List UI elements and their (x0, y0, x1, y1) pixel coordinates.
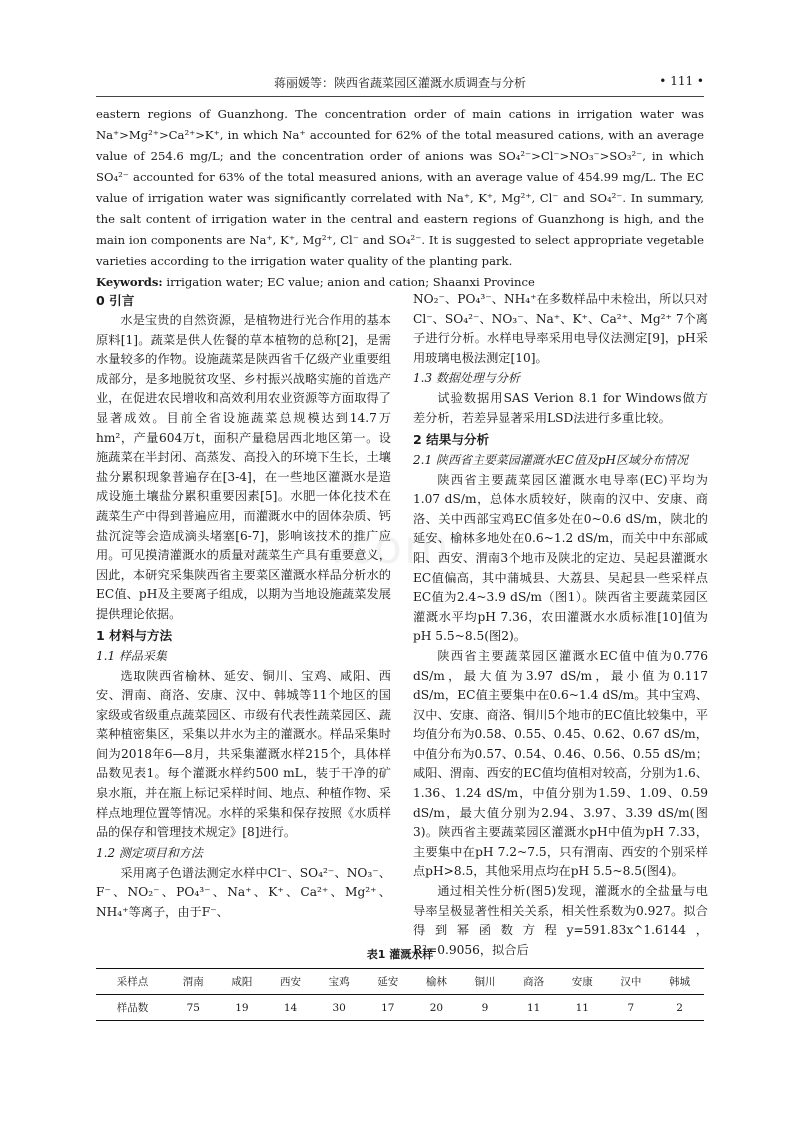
table-header-cell: 韩城 (669, 976, 691, 988)
table-header-cell: 渭南 (182, 976, 204, 988)
heading-measurement: 1.2 测定项目和方法 (96, 845, 203, 860)
table-header-cell: 安康 (571, 976, 593, 988)
left-column (96, 290, 391, 923)
table-header-cell: 采样点 (116, 976, 149, 988)
header-rule (96, 96, 704, 97)
table-header-cell: 延安 (377, 976, 399, 988)
table-header-cell: 铜川 (474, 976, 496, 988)
paragraph-data-processing: 试验数据用SAS Verion 8.1 for Windows做方差分析，若差异显著采用LSD法进行多重比较。 (413, 391, 708, 425)
samples-table (96, 968, 704, 1021)
table-cell: 75 (186, 1001, 200, 1014)
abstract-paragraph: eastern regions of Guanzhong. The concentration order of main cations in irrigation water was Na⁺>Mg²⁺>Ca²⁺>K⁺, in which Na⁺ accounted for 62% of the total measured cations, with an average value of 254.6 mg/L; and the concentration order of anions was SO₄²⁻>Cl⁻>NO₃⁻>SO₃²⁻, in which SO₄²⁻ accounted for 63% of the total measured anions, with an average value of 454.99 mg/L. The EC value of irrigation water was significantly correlated with Na⁺, K⁺, Mg²⁺, Cl⁻ and SO₄²⁻. In summary, the salt content of irrigation water in the central and eastern regions of Guanzhong is high, and the main ion components are Na⁺, K⁺, Mg²⁺, Cl⁻ and SO₄²⁻. It is suggested to select appropriate vegetable varieties according to the irrigation water quality of the planting park. (96, 107, 704, 268)
table-header-cell: 汉中 (620, 976, 642, 988)
paragraph-ec-2: 陕西省主要蔬菜园区灌溉水EC值中值为0.776 dS/m，最大值为3.97 dS/m，最小值为0.117 dS/m，EC值主要集中在0.6~1.4 dS/m。其中宝鸡、汉中、安康、商洛、铜川5个地市的EC值比较集中，平均值分布为0.58、0.55、0.45、0.62、0.67 dS/m，中值分布为0.57、0.54、0.46、0.56、0.55 dS/m；咸阳、渭南、西安的EC值均值相对较高，分别为1.6、1.36、1.24 dS/m，中值分别为1.59、1.09、0.59 dS/m，最大值分别为2.94、3.97、3.39 dS/m(图3)。陕西省主要蔬菜园区灌溉水pH中值为pH 7.33，主要集中在pH 7.2~7.5，只有渭南、西安的个别采样点pH>8.5，其他采用点均在pH 5.5~8.5(图4)。 (413, 648, 708, 879)
paragraph-measurement-cont: NO₂⁻、PO₄³⁻、NH₄⁺在多数样品中未检出，所以只对Cl⁻、SO₄²⁻、NO₃⁻、Na⁺、K⁺、Ca²⁺、Mg²⁺ 7个离子进行分析。水样电导率采用电导仪法测定[9]，pH采用玻璃电极法测定[10]。 (413, 292, 708, 365)
table-row-label: 样品数 (116, 1002, 149, 1014)
heading-data-processing: 1.3 数据处理与分析 (413, 371, 520, 386)
table-header-cell: 咸阳 (231, 976, 253, 988)
table-header-cell: 西安 (280, 976, 302, 988)
keywords-text: irrigation water; EC value; anion and cation; Shaanxi Province (166, 275, 535, 289)
table-header-cell: 宝鸡 (328, 976, 350, 988)
right-column (413, 290, 708, 960)
watermark: .com (330, 520, 451, 574)
paragraph-measurement: 采用离子色谱法测定水样中Cl⁻、SO₄²⁻、NO₃⁻、F⁻、NO₂⁻、PO₄³⁻、Na⁺、K⁺、Ca²⁺、Mg²⁺、NH₄⁺等离子，由于F⁻、 (96, 865, 391, 920)
table-cell: 30 (332, 1001, 346, 1014)
table-cell: 2 (676, 1001, 683, 1014)
table-cell: 17 (381, 1001, 395, 1014)
heading-ec-ph: 2.1 陕西省主要菜园灌溉水EC值及pH区域分布情况 (413, 452, 688, 467)
table-caption: 表1 灌溉水样 (366, 948, 434, 961)
running-header (96, 74, 704, 94)
table-header-row (96, 969, 704, 995)
keywords-label: Keywords: (96, 275, 163, 289)
heading-results: 2 结果与分析 (413, 431, 490, 447)
table-header-cell: 商洛 (523, 976, 545, 988)
table-cell: 9 (481, 1001, 489, 1014)
table-cell: 20 (429, 1001, 444, 1014)
table-cell: 14 (283, 1001, 298, 1014)
heading-materials-methods: 1 材料与方法 (96, 627, 173, 643)
abstract-block (96, 104, 704, 293)
paragraph-ec-1: 陕西省主要蔬菜园区灌溉水电导率(EC)平均为1.07 dS/m，总体水质较好，陕南的汉中、安康、商洛、关中西部宝鸡EC值多处在0~0.6 dS/m，陕北的延安、榆林多地处在0.6~1.2 dS/m，而关中中东部咸阳、西安、渭南3个地市及陕北的定边、吴起县灌溉水EC值偏高，其中蒲城县、大荔县、吴起县一些采样点EC值为2.4~3.9 dS/m（图1）。陕西省主要蔬菜园区灌溉水平均pH 7.36，农田灌溉水水质标准[10]值为pH 5.5~8.5(图2)。 (413, 472, 708, 644)
table-cell: 19 (235, 1001, 249, 1014)
table-cell: 11 (575, 1001, 589, 1014)
table-cell: 11 (526, 1001, 541, 1014)
table-row (96, 995, 704, 1021)
running-title: 蒋丽媛等：陕西省蔬菜园区灌溉水质调查与分析 (273, 76, 526, 90)
heading-sampling: 1.1 样品采集 (96, 648, 167, 663)
heading-introduction: 0 引言 (96, 293, 135, 308)
paragraph-correlation: 通过相关性分析(图5)发现，灌溉水的全盐量与电导率呈极显著性相关关系，相关性系数为0.927。拟合得到幂函数方程y=591.83x^1.6144，R²=0.9056，拟合后 (413, 884, 708, 957)
table-cell: 7 (627, 1001, 635, 1014)
paragraph-sampling: 选取陕西省榆林、延安、铜川、宝鸡、咸阳、西安、渭南、商洛、安康、汉中、韩城等11个地区的国家级或省级重点蔬菜园区、市级有代表性蔬菜园区、蔬菜种植密集区，采集以井水为主的灌溉水。样品采集时间为2018年6—8月，共采集灌溉水样215个，具体样品数见表1。每个灌溉水样约500 mL，装于干净的矿泉水瓶，并在瓶上标记采样时间、地点、种植作物、采样点地理位置等情况。水样的采集和保存按照《水质样品的保存和管理技术规定》[8]进行。 (96, 668, 391, 840)
paragraph-introduction: 水是宝贵的自然资源，是植物进行光合作用的基本原料[1]。蔬菜是供人佐餐的草本植物的总称[2]，是需水量较多的作物。设施蔬菜是陕西省千亿级产业重要组成部分，是多地脱贫攻坚、乡村振兴战略实施的首选产业，在促进农民增收和高效利用农业资源等方面取得了显著成效。目前全省设施蔬菜总规模达到14.7万hm²，产量604万t，面积产量稳居西北地区第一。设施蔬菜在半封闭、高蒸发、高投入的环境下生长，土壤盐分累积现象普遍存在[3-4]，在一些地区灌溉水是造成设施土壤盐分累积重要因素[5]。水肥一体化技术在蔬菜生产中得到普遍应用，而灌溉水中的固体杂质、钙盐沉淀等会造成滴头堵塞[6-7]，影响该技术的推广应用。可见摸清灌溉水的质量对蔬菜生产具有重要意义，因此，本研究采集陕西省主要菜区灌溉水样品分析水的EC值、pH及主要离子组成，以期为当地设施蔬菜发展提供理论依据。 (96, 313, 391, 621)
page-number: • 111 • (659, 74, 704, 88)
table-header-cell: 榆林 (425, 976, 447, 988)
